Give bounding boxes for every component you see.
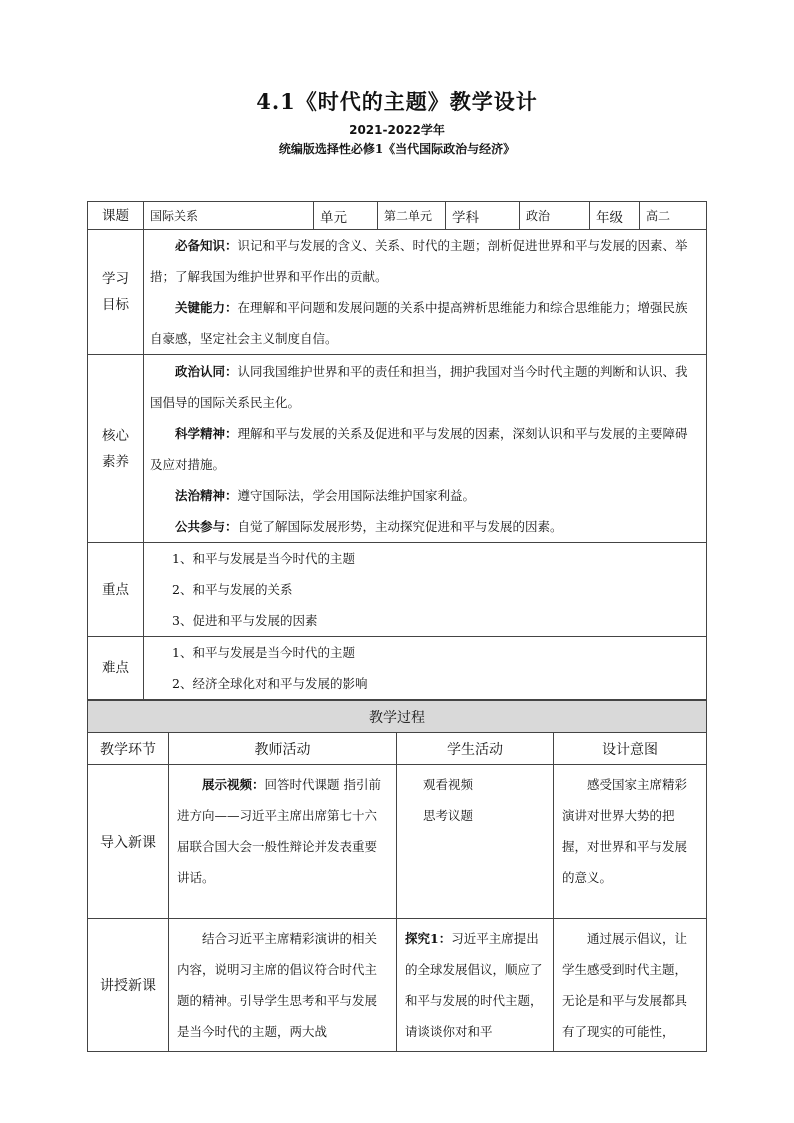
key-points-row xyxy=(88,543,707,637)
key-point-item: 3、促进和平与发展的因素 xyxy=(172,613,318,628)
textbook-name: 统编版选择性必修1《当代国际政治与经济》 xyxy=(278,142,516,156)
header-teacher: 教师活动 xyxy=(169,733,397,765)
teaching-process-table xyxy=(87,700,707,1052)
subject-label: 学科 xyxy=(446,202,520,230)
unit-label: 单元 xyxy=(314,202,378,230)
stage-label: 讲授新课 xyxy=(88,919,169,1052)
objectives-content xyxy=(144,230,707,355)
teacher-activity: 结合习近平主席精彩演讲的相关内容，说明习主席的倡议符合时代主题的精神。引导学生思考和平与发展是当今时代的主题，两大战 xyxy=(169,919,397,1052)
process-band-row xyxy=(88,701,707,733)
unit-value: 第二单元 xyxy=(378,202,446,230)
subject-value: 政治 xyxy=(520,202,590,230)
header-intent: 设计意图 xyxy=(554,733,707,765)
literacy-content xyxy=(144,355,707,543)
header-stage: 教学环节 xyxy=(88,733,169,765)
key-points-content xyxy=(144,543,707,637)
process-row-intro xyxy=(88,765,707,919)
header-student: 学生活动 xyxy=(397,733,554,765)
design-intent: 通过展示倡议，让学生感受到时代主题，无论是和平与发展都具有了现实的可能性， xyxy=(554,919,707,1052)
objective-item: 必备知识：识记和平与发展的含义、关系、时代的主题；剖析促进世界和平与发展的因素、举措；了解我国为维护世界和平作出的贡献。 xyxy=(150,238,688,284)
literacy-item: 科学精神：理解和平与发展的关系及促进和平与发展的因素，深刻认识和平与发展的主要障碍及应对措施。 xyxy=(150,425,688,472)
grade-label: 年级 xyxy=(590,202,640,230)
objective-item: 关键能力：在理解和平问题和发展问题的关系中提高辨析思维能力和综合思维能力；增强民族自豪感，坚定社会主义制度自信。 xyxy=(150,300,688,346)
difficulties-content xyxy=(144,637,707,700)
literacy-item: 法治精神：遵守国际法，学会用国际法维护国家利益。 xyxy=(175,487,476,503)
student-activity: 观看视频 思考议题 xyxy=(397,765,554,919)
stage-label: 导入新课 xyxy=(88,765,169,919)
process-band-title: 教学过程 xyxy=(88,701,707,733)
info-row xyxy=(88,202,707,230)
process-header-row xyxy=(88,733,707,765)
difficulty-item: 2、经济全球化对和平与发展的影响 xyxy=(172,676,368,691)
document-title: 4.1《时代的主题》教学设计 xyxy=(256,89,538,114)
topic-value: 国际关系 xyxy=(144,202,314,230)
key-point-item: 2、和平与发展的关系 xyxy=(172,582,293,597)
literacy-label: 核心素养 xyxy=(88,355,144,543)
difficulties-label: 难点 xyxy=(88,637,144,700)
literacy-item: 政治认同：认同我国维护世界和平的责任和担当，拥护我国对当今时代主题的判断和认识、我国倡导的国际关系民主化。 xyxy=(150,363,688,410)
student-activity: 探究1：习近平主席提出的全球发展倡议，顺应了和平与发展的时代主题，请谈谈你对和平 xyxy=(397,919,554,1052)
difficulties-row xyxy=(88,637,707,700)
design-intent: 感受国家主席精彩演讲对世界大势的把握，对世界和平与发展的意义。 xyxy=(554,765,707,919)
topic-label: 课题 xyxy=(88,202,144,230)
school-year: 2021-2022学年 xyxy=(349,123,445,137)
lesson-info-table xyxy=(87,201,707,700)
key-point-item: 1、和平与发展是当今时代的主题 xyxy=(172,551,355,566)
process-row-new-lesson xyxy=(88,919,707,1052)
literacy-item: 公共参与：自觉了解国际发展形势，主动探究促进和平与发展的因素。 xyxy=(175,518,563,534)
teacher-activity: 展示视频：回答时代课题 指引前进方向——习近平主席出席第七十六届联合国大会一般性辩论并发表重要讲话。 xyxy=(169,765,397,919)
key-points-label: 重点 xyxy=(88,543,144,637)
objectives-row xyxy=(88,230,707,355)
grade-value: 高二 xyxy=(640,202,707,230)
literacy-row xyxy=(88,355,707,543)
difficulty-item: 1、和平与发展是当今时代的主题 xyxy=(172,645,355,660)
objectives-label: 学习目标 xyxy=(88,230,144,355)
